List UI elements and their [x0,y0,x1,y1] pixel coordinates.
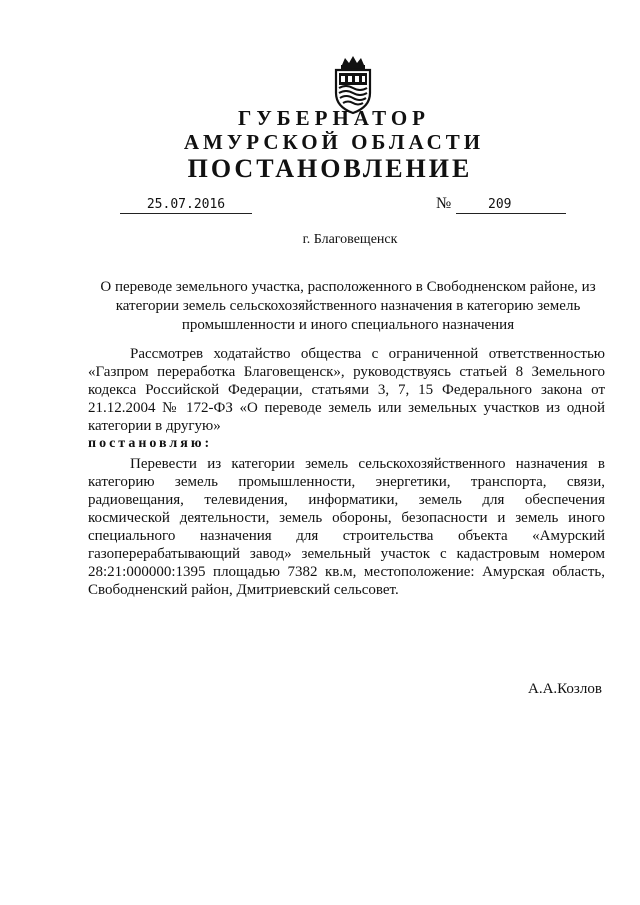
resolves-heading: постановляю: [88,436,213,451]
document-title: О переводе земельного участка, расположенного в Свободненском районе, из категории земель сельскохозяйственного назначения в категорию земель промышленности и иного специального назначения [100,279,596,333]
city-name: г. Благовещенск [302,232,398,247]
document-date: 25.07.2016 [120,196,252,214]
document-number-field [456,196,566,214]
document-number: 209 [488,197,512,212]
header-title-governor: ГУБЕРНАТОР [237,106,431,130]
signer-name: А.А.Козлов [528,681,602,697]
resolution-paragraph: Перевести из категории земель сельскохозяйственного назначения в категорию земель промышленности, энергетики, транспорта, связи, радиовещания, телевидения, информатики, земель для обеспечения космической деятельности, земель обороны, безопасности и земель иного специального назначения для строительства объекта «Амурский газоперерабатывающий завод» земельный участок с кадастровым номером 28:21:000000:1395 площадью 7382 кв.м, местоположение: Амурская область, Свободненский район, Дмитриевский сельсовет. [88,456,605,598]
number-sign: № [436,195,452,212]
document-type-heading: ПОСТАНОВЛЕНИЕ [187,154,473,183]
header-title-region: АМУРСКОЙ ОБЛАСТИ [183,130,485,154]
preamble-paragraph: Рассмотрев ходатайство общества с ограниченной ответственностью «Газпром переработка Благовещенск», руководствуясь статьей 8 Земельного кодекса Российской Федерации, статьями 3, 7, 15 Федерального закона от 21.12.2004 № 172-ФЗ «О переводе земель или земельных участков из одной категории в другую» [88,346,605,434]
